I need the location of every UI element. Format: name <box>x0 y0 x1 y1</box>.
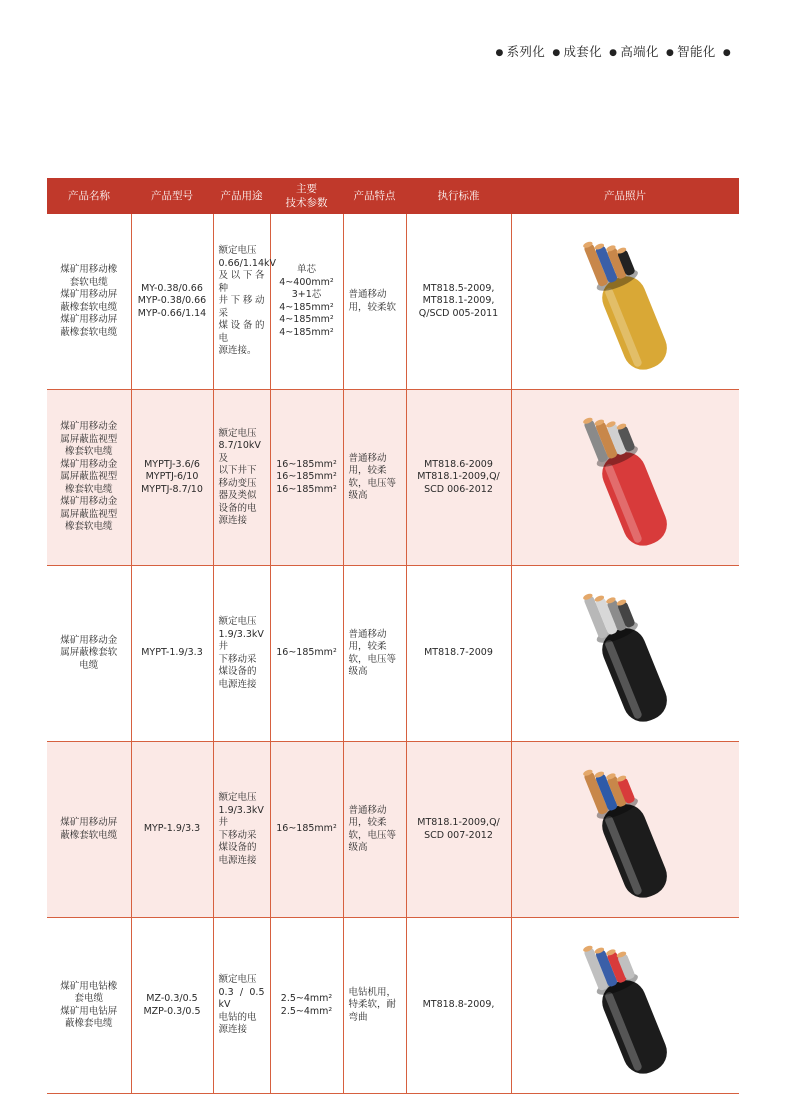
product-use: 额定电压 8.7/10kV及 以下井下 移动变压 器及类似 设备的电 源连接 <box>213 390 270 566</box>
cable-image <box>550 227 700 377</box>
cable-image <box>550 755 700 905</box>
product-photo <box>511 742 739 918</box>
cable-image <box>550 579 700 729</box>
product-name: 煤矿用移动金 属屏蔽监视型 橡套软电缆 煤矿用移动金 属屏蔽监视型 橡套软电缆 煤矿用移动金 属屏蔽监视型 橡套软电缆 <box>47 390 131 566</box>
tagline-item: 成套化 <box>563 44 602 59</box>
table-row <box>47 742 739 918</box>
product-photo <box>511 566 739 742</box>
product-use: 额定电压 0.3 / 0.5 kV 电钻的电 源连接 <box>213 918 270 1094</box>
bullet-icon: ● <box>666 48 675 58</box>
product-standard: MT818.1-2009,Q/ SCD 007-2012 <box>406 742 511 918</box>
product-params: 16~185mm² <box>270 566 343 742</box>
header-standard: 执行标准 <box>406 178 511 214</box>
tagline-item: 系列化 <box>506 44 546 59</box>
product-features: 普通移动 用，较柔 软，电压等 级高 <box>343 566 406 742</box>
cable-image <box>550 403 700 553</box>
product-model: MZ-0.3/0.5 MZP-0.3/0.5 <box>131 918 213 1094</box>
tagline-item: 高端化 <box>620 44 659 59</box>
product-use: 额定电压 0.66/1.14kV 及以下各种 井下移动采 煤设备的电 源连接。 <box>213 214 270 390</box>
header-features: 产品特点 <box>343 178 406 214</box>
product-use: 额定电压 1.9/3.3kV井 下移动采 煤设备的 电源连接 <box>213 742 270 918</box>
product-model: MYPTJ-3.6/6 MYPTJ-6/10 MYPTJ-8.7/10 <box>131 390 213 566</box>
product-model: MY-0.38/0.66 MYP-0.38/0.66 MYP-0.66/1.14 <box>131 214 213 390</box>
product-standard: MT818.5-2009, MT818.1-2009, Q/SCD 005-2011 <box>406 214 511 390</box>
table-row <box>47 390 739 566</box>
product-model: MYPT-1.9/3.3 <box>131 566 213 742</box>
product-standard: MT818.6-2009 MT818.1-2009,Q/ SCD 006-2012 <box>406 390 511 566</box>
product-params: 16~185mm² 16~185mm² 16~185mm² <box>270 390 343 566</box>
bullet-icon: ● <box>552 48 561 58</box>
product-name: 煤矿用移动橡 套软电缆 煤矿用移动屏 蔽橡套软电缆 煤矿用移动屏 蔽橡套软电缆 <box>47 214 131 390</box>
product-params: 单芯 4~400mm² 3+1芯 4~185mm² 4~185mm² 4~185mm² <box>270 214 343 390</box>
product-photo <box>511 214 739 390</box>
product-features: 普通移动 用，较柔 软，电压等 级高 <box>343 390 406 566</box>
product-features: 普通移动 用，较柔软 <box>343 214 406 390</box>
table-row <box>47 214 739 390</box>
cable-image <box>550 931 700 1081</box>
product-standard: MT818.8-2009, <box>406 918 511 1094</box>
product-photo <box>511 918 739 1094</box>
header-photo: 产品照片 <box>511 178 739 214</box>
bullet-icon: ● <box>722 48 731 58</box>
tagline <box>492 42 734 60</box>
product-use: 额定电压 1.9/3.3kV井 下移动采 煤设备的 电源连接 <box>213 566 270 742</box>
product-features: 普通移动 用，较柔 软，电压等 级高 <box>343 742 406 918</box>
bullet-icon: ● <box>495 48 504 58</box>
product-spec-table <box>47 178 739 1094</box>
product-features: 电钻机用， 特柔软，耐 弯曲 <box>343 918 406 1094</box>
header-use: 产品用途 <box>213 178 270 214</box>
tagline-item: 智能化 <box>677 44 716 59</box>
table-header <box>47 178 739 214</box>
product-name: 煤矿用移动金 属屏蔽橡套软 电缆 <box>47 566 131 742</box>
bullet-icon: ● <box>609 48 618 58</box>
table-row <box>47 918 739 1094</box>
header-params: 主要 技术参数 <box>270 178 343 214</box>
product-name: 煤矿用电钻橡 套电缆 煤矿用电钻屏 蔽橡套电缆 <box>47 918 131 1094</box>
product-model: MYP-1.9/3.3 <box>131 742 213 918</box>
product-name: 煤矿用移动屏 蔽橡套软电缆 <box>47 742 131 918</box>
product-params: 16~185mm² <box>270 742 343 918</box>
product-params: 2.5~4mm² 2.5~4mm² <box>270 918 343 1094</box>
product-standard: MT818.7-2009 <box>406 566 511 742</box>
header-model: 产品型号 <box>131 178 213 214</box>
header-name: 产品名称 <box>47 178 131 214</box>
table-row <box>47 566 739 742</box>
product-photo <box>511 390 739 566</box>
